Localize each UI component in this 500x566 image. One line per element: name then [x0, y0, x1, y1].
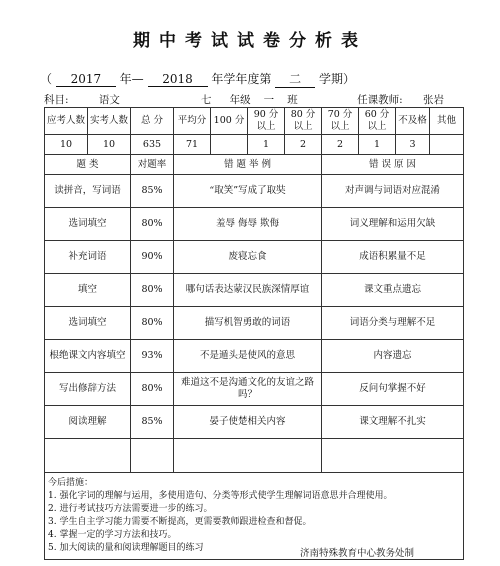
year-start-field: 2017: [56, 72, 116, 87]
question-type-cell: 选词填空: [45, 208, 131, 241]
stats-value-cell: 1: [359, 135, 396, 155]
school-year-label: 年学年度第: [211, 72, 272, 86]
issuer-footer: 济南特殊教育中心教务处制: [300, 548, 415, 559]
analysis-header-reason: 错 误 原 因: [322, 155, 464, 175]
class-label: 班: [287, 94, 298, 106]
year-end-field: 2018: [148, 72, 208, 87]
stats-header-cell: 100 分: [211, 108, 248, 135]
stats-value-cell: 2: [285, 135, 322, 155]
teacher-field: 张岩: [406, 92, 461, 108]
stats-header-cell: 总 分: [131, 108, 174, 135]
stats-header-cell: 实考人数: [88, 108, 131, 135]
measure-item: 5. 加大阅读的量和阅读理解题目的练习: [48, 543, 204, 553]
analysis-row: [45, 274, 464, 307]
correct-rate-cell: 80%: [131, 208, 174, 241]
error-example-cell: 废寝忘食: [174, 241, 322, 274]
question-type-cell: 写出修辞方法: [45, 373, 131, 406]
stats-value-cell: 635: [131, 135, 174, 155]
question-type-cell: 阅读理解: [45, 406, 131, 439]
analysis-row: [45, 175, 464, 208]
stats-header-row: [45, 108, 464, 135]
stats-header-cell: 90 分以上: [248, 108, 285, 135]
error-example-cell: [174, 439, 322, 473]
error-reason-cell: 内容遗忘: [322, 340, 464, 373]
error-reason-cell: 对声调与词语对应混淆: [322, 175, 464, 208]
analysis-header-row: [45, 155, 464, 175]
error-example-cell: 哪句话表达蒙汉民族深情厚谊: [174, 274, 322, 307]
measure-item: 3. 学生自主学习能力需要不断提高，更需要教师跟进检查和督促。: [48, 517, 312, 527]
question-type-cell: 补充词语: [45, 241, 131, 274]
stats-header-cell: 80 分以上: [285, 108, 322, 135]
grade-label: 年级: [229, 94, 251, 106]
question-type-cell: [45, 439, 131, 473]
measure-item: 2. 进行考试技巧方法需要进一步的练习。: [48, 504, 213, 514]
error-reason-cell: 词语分类与理解不足: [322, 307, 464, 340]
error-example-cell: “取笑”写成了取奘: [174, 175, 322, 208]
school-year-line: [40, 70, 480, 88]
measures-heading: 今后措施：: [48, 478, 94, 488]
stats-value-cell: 1: [248, 135, 285, 155]
error-reason-cell: 课文重点遗忘: [322, 274, 464, 307]
stats-value-cell: 10: [88, 135, 131, 155]
question-type-cell: 读拼音，写词语: [45, 175, 131, 208]
analysis-row: [45, 340, 464, 373]
question-type-cell: 填空: [45, 274, 131, 307]
question-type-cell: 根绝课文内容填空: [45, 340, 131, 373]
term-suffix-label: 学期）: [319, 72, 356, 86]
stats-value-cell: [211, 135, 248, 155]
correct-rate-cell: 80%: [131, 307, 174, 340]
measure-item: 4. 掌握一定的学习方法和技巧。: [48, 530, 177, 540]
stats-value-cell: 10: [45, 135, 88, 155]
correct-rate-cell: [131, 439, 174, 473]
correct-rate-cell: 90%: [131, 241, 174, 274]
stats-value-cell: 3: [396, 135, 430, 155]
analysis-row: [45, 241, 464, 274]
analysis-header-type: 题 类: [45, 155, 131, 175]
question-type-cell: 选词填空: [45, 307, 131, 340]
year-separator: 年—: [119, 72, 144, 86]
analysis-row: [45, 406, 464, 439]
analysis-row: [45, 208, 464, 241]
error-reason-cell: 词义理解和运用欠缺: [322, 208, 464, 241]
error-reason-cell: 反问句掌握不好: [322, 373, 464, 406]
page-title: 期中考试试卷分析表: [133, 31, 367, 51]
stats-value-cell: [430, 135, 464, 155]
stats-value-cell: 2: [322, 135, 359, 155]
stats-value-row: [45, 135, 464, 155]
term-field: 二: [275, 70, 315, 88]
grade-field: 七: [186, 92, 226, 108]
stats-header-cell: 60 分以上: [359, 108, 396, 135]
analysis-header-example: 错 题 举 例: [174, 155, 322, 175]
analysis-row-empty: [45, 439, 464, 473]
error-example-cell: 晏子使楚相关内容: [174, 406, 322, 439]
error-example-cell: 不是遁头是使风的意思: [174, 340, 322, 373]
correct-rate-cell: 93%: [131, 340, 174, 373]
subject-label: 科目:: [44, 94, 69, 106]
stats-value-cell: 71: [174, 135, 211, 155]
stats-header-cell: 其他: [430, 108, 464, 135]
correct-rate-cell: 80%: [131, 274, 174, 307]
subject-field: 语文: [72, 92, 147, 108]
correct-rate-cell: 80%: [131, 373, 174, 406]
stats-header-cell: 70 分以上: [322, 108, 359, 135]
error-reason-cell: 课文理解不扎实: [322, 406, 464, 439]
analysis-header-rate: 对题率: [131, 155, 174, 175]
analysis-row: [45, 373, 464, 406]
stats-header-cell: 平均分: [174, 108, 211, 135]
stats-header-cell: 应考人数: [45, 108, 88, 135]
error-example-cell: 描写机智勇敢的词语: [174, 307, 322, 340]
correct-rate-cell: 85%: [131, 175, 174, 208]
error-reason-cell: 成语积累量不足: [322, 241, 464, 274]
analysis-row: [45, 307, 464, 340]
measure-item: 1. 强化字词的理解与运用，多使用造句、分类等形式使学生理解词语意思并合理使用。: [48, 491, 393, 501]
teacher-label: 任课教师:: [357, 94, 403, 106]
analysis-table: [44, 107, 464, 560]
year-open-paren: （: [40, 72, 53, 86]
correct-rate-cell: 85%: [131, 406, 174, 439]
course-info-line: [44, 92, 484, 108]
error-reason-cell: [322, 439, 464, 473]
error-example-cell: 羞辱 侮辱 欺侮: [174, 208, 322, 241]
class-field: 一: [254, 92, 284, 108]
stats-header-cell: 不及格: [396, 108, 430, 135]
error-example-cell: 难道这不是沟通文化的友谊之路吗？: [174, 373, 322, 406]
